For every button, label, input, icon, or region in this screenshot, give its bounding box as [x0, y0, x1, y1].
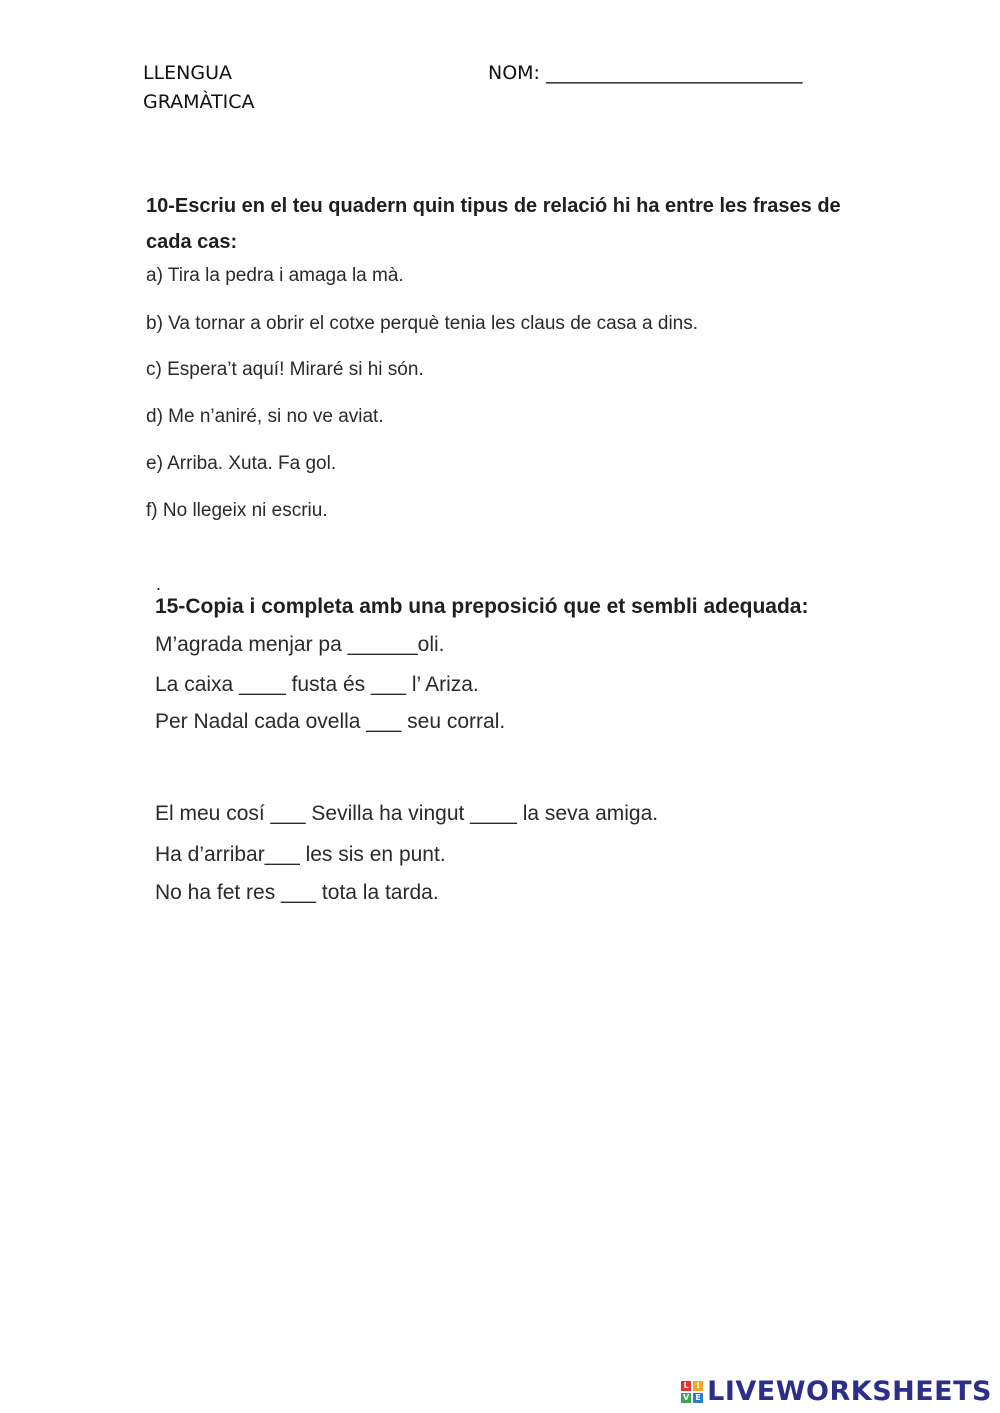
exercise-15-item-5: Ha d’arribar___ les sis en punt. — [155, 843, 446, 866]
separator-dot: . — [156, 574, 162, 594]
logo-letter-e: E — [693, 1393, 703, 1403]
exercise-10-title: 10-Escriu en el teu quadern quin tipus de relació hi ha entre les frases de — [146, 195, 841, 217]
exercise-10-item-f: f) No llegeix ni escriu. — [146, 500, 328, 521]
exercise-10-item-d: d) Me n’aniré, si no ve aviat. — [146, 406, 384, 427]
liveworksheets-watermark — [681, 1376, 992, 1407]
logo-letter-i: I — [693, 1381, 703, 1391]
exercise-15-item-2: La caixa ____ fusta és ___ l’ Ariza. — [155, 673, 479, 696]
liveworksheets-logo-icon — [681, 1381, 703, 1403]
exercise-15-item-1: M’agrada menjar pa ______oli. — [155, 633, 445, 656]
subject-label: LLENGUA — [143, 62, 233, 84]
exercise-15-item-3: Per Nadal cada ovella ___ seu corral. — [155, 710, 506, 733]
exercise-10-item-c: c) Espera’t aquí! Miraré si hi són. — [146, 359, 424, 380]
name-field-label: NOM: ___________________________ — [488, 62, 803, 84]
logo-letter-v: V — [683, 1392, 690, 1402]
exercise-15-item-6: No ha fet res ___ tota la tarda. — [155, 881, 439, 904]
logo-letter-l: L — [681, 1381, 691, 1391]
exercise-15-item-4: El meu cosí ___ Sevilla ha vingut ____ la seva amiga. — [155, 802, 659, 825]
exercise-10-item-b: b) Va tornar a obrir el cotxe perquè tenia les claus de casa a dins. — [146, 313, 699, 334]
topic-label: GRAMÀTICA — [143, 91, 255, 113]
exercise-15-title: 15-Copia i completa amb una preposició que et sembli adequada: — [155, 595, 809, 618]
exercise-10-item-e: e) Arriba. Xuta. Fa gol. — [146, 453, 337, 474]
exercise-10-item-a: a) Tira la pedra i amaga la mà. — [146, 265, 404, 286]
brand-name: LIVEWORKSHEETS — [707, 1376, 992, 1407]
exercise-10-title-cont: cada cas: — [146, 231, 238, 253]
